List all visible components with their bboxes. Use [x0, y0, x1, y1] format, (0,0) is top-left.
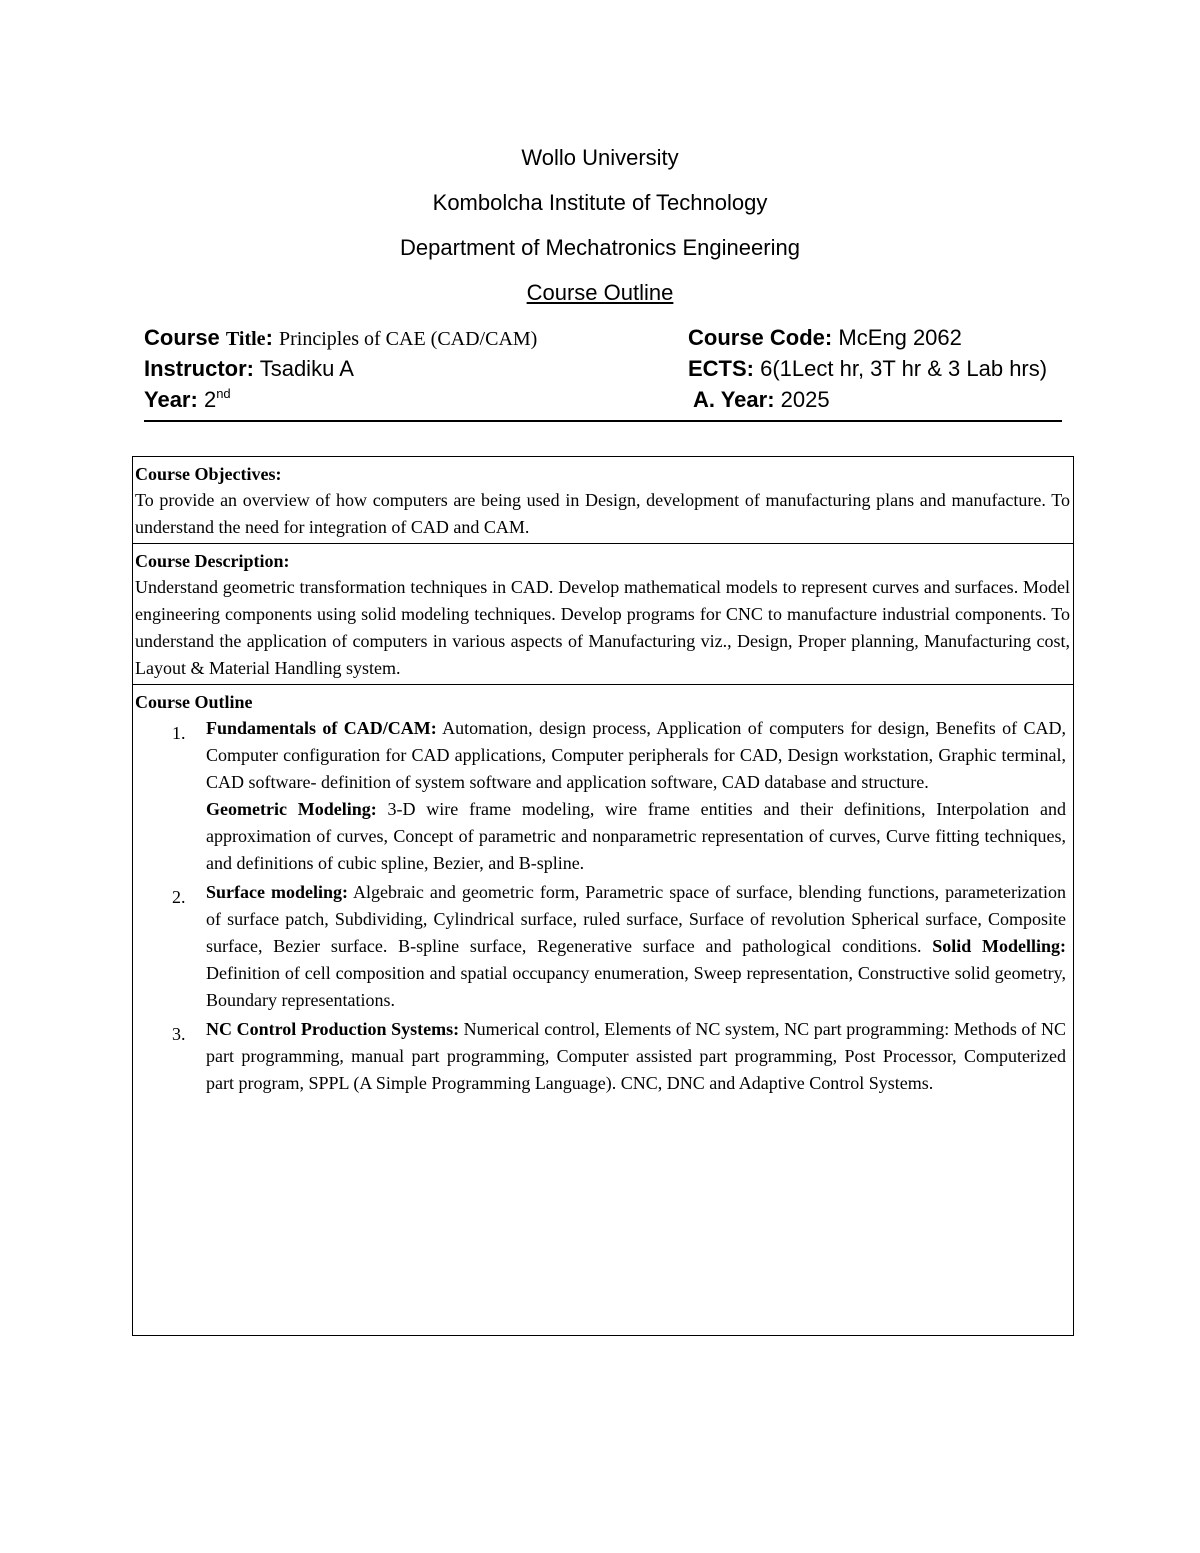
- academic-year-value: 2025: [774, 387, 830, 412]
- academic-year-field: [693, 384, 830, 415]
- instructor-value: Tsadiku A: [254, 356, 354, 381]
- outline-item-3: [135, 1016, 1070, 1097]
- year-label: Year:: [144, 387, 198, 412]
- outline-item-title: NC Control Production Systems:: [206, 1019, 460, 1039]
- outline-item-text: Automation, design process, Application of computers for design, Benefits of CAD, Computer configuration for CAD applications, Computer peripherals for CAD, Design workstation, Graphic terminal, CAD software- definition of system software and application software, CAD database and structure.: [206, 718, 1066, 792]
- outline-item-paragraph: [206, 715, 1066, 796]
- course-title-label-suffix: Title: [225, 328, 266, 350]
- outline-item-title: Surface modeling:: [206, 882, 348, 902]
- outline-section: [133, 685, 1073, 1099]
- institute-name: Kombolcha Institute of Technology: [432, 190, 768, 215]
- document-title: Course Outline: [526, 280, 674, 305]
- outline-item-1: [135, 715, 1070, 877]
- outline-item-text: Numerical control, Elements of NC system, NC part programming: Methods of NC part programming, manual part programming, Computer assisted part programming, Post Processor, Computerized part program, SPPL (A Simple Programming Language). CNC, DNC and Adaptive Control Systems.: [206, 1019, 1066, 1093]
- course-code-value: McEng 2062: [832, 325, 962, 350]
- course-details-table: [132, 456, 1074, 1336]
- ects-field: [688, 353, 1047, 384]
- outline-item-number: 1.: [172, 723, 186, 743]
- course-info-row-3: [144, 384, 1062, 415]
- objectives-text: To provide an overview of how computers are being used in Design, development of manufacturing plans and manufacture. To understand the need for integration of CAD and CAM.: [135, 490, 1070, 537]
- course-title-colon: :: [265, 325, 280, 350]
- description-text: Understand geometric transformation techniques in CAD. Develop mathematical models to represent curves and surfaces. Model engineering components using solid modeling techniques. Develop programs for CNC to manufacture industrial components. To understand the application of computers in various aspects of Manufacturing viz., Design, Proper planning, Manufacturing cost, Layout & Material Handling system.: [135, 577, 1070, 678]
- outline-subtopic-title: Geometric Modeling:: [206, 799, 377, 819]
- instructor-field: [144, 353, 354, 384]
- year-field: [144, 384, 231, 415]
- course-title-label: Course: [144, 325, 226, 350]
- objectives-heading: Course Objectives:: [135, 464, 282, 484]
- outline-item-2: [135, 879, 1070, 1014]
- course-info: [144, 322, 1062, 422]
- ects-value: 6(1Lect hr, 3T hr & 3 Lab hrs): [754, 356, 1048, 381]
- course-title-value: Principles of CAE (CAD/CAM): [279, 328, 538, 350]
- academic-year-label: A. Year:: [693, 387, 775, 412]
- course-code-field: [688, 322, 962, 353]
- outline-subtopic-title: Solid Modelling:: [932, 936, 1066, 956]
- course-title-field: [144, 322, 537, 355]
- outline-item-paragraph: [206, 1016, 1066, 1097]
- outline-item-title: Fundamentals of CAD/CAM:: [206, 718, 437, 738]
- outline-item-number: 2.: [172, 887, 186, 907]
- department-name: Department of Mechatronics Engineering: [400, 235, 800, 260]
- course-info-row-2: [144, 353, 1062, 384]
- description-section: [133, 544, 1073, 685]
- outline-item-paragraph: [206, 879, 1066, 1014]
- objectives-section: [133, 457, 1073, 544]
- year-suffix: nd: [216, 386, 231, 401]
- course-code-label: Course Code:: [688, 325, 833, 350]
- year-value: 2: [197, 387, 217, 412]
- instructor-label: Instructor:: [144, 356, 254, 381]
- outline-subtopic-text: Definition of cell composition and spatial occupancy enumeration, Sweep representation, Constructive solid geometry, Boundary representations.: [206, 963, 1066, 1010]
- outline-item-text: Algebraic and geometric form, Parametric space of surface, blending functions, parameterization of surface patch, Subdividing, Cylindrical surface, ruled surface, Surface of revolution Spherical surface, Composite surface, Bezier surface. B-spline surface, Regenerative surface and pathological conditions.: [206, 882, 1066, 956]
- outline-list: [135, 715, 1070, 1097]
- course-info-row-1: [144, 322, 1062, 353]
- outline-heading: Course Outline: [135, 692, 253, 712]
- document-header: [0, 140, 1200, 320]
- outline-subtopic-text: 3-D wire frame modeling, wire frame entities and their definitions, Interpolation and approximation of curves, Concept of parametric and nonparametric representation of curves, Curve fitting techniques, and definitions of cubic spline, Bezier, and B-spline.: [206, 799, 1066, 873]
- university-name: Wollo University: [521, 145, 679, 170]
- ects-label: ECTS:: [688, 356, 754, 381]
- outline-subtopic-paragraph: [206, 796, 1066, 877]
- outline-item-number: 3.: [172, 1024, 186, 1044]
- description-heading: Course Description:: [135, 551, 290, 571]
